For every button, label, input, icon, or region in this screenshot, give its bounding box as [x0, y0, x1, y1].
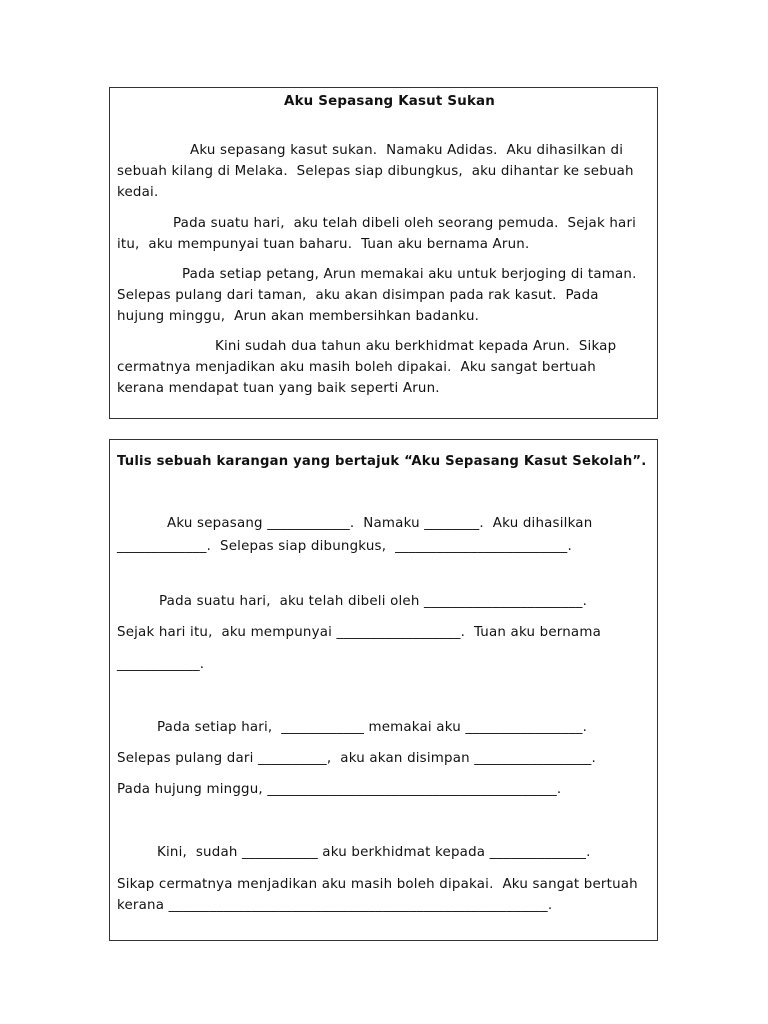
story-p2-line1: Pada suatu hari, aku telah dibeli oleh seorang pemuda. Sejak hari [173, 216, 637, 231]
exercise-line-c2: Selepas pulang dari __________, aku akan disimpan _________________. [117, 751, 596, 766]
story-p1-line1: Aku sepasang kasut sukan. Namaku Adidas. Aku dihasilkan di [190, 143, 624, 158]
exercise-line-a2: _____________. Selepas siap dibungkus, _________________________. [117, 539, 572, 554]
exercise-line-d2: Sikap cermatnya menjadikan aku masih boleh dipakai. Aku sangat bertuah [117, 877, 638, 892]
story-p3-line1: Pada setiap petang, Arun memakai aku untuk berjoging di taman. [182, 267, 637, 282]
story-p2-line2: itu, aku mempunyai tuan baharu. Tuan aku bernama Arun. [117, 237, 530, 252]
story-p4-line3: kerana mendapat tuan yang baik seperti Arun. [117, 381, 440, 396]
exercise-line-b1: Pada suatu hari, aku telah dibeli oleh _______________________. [159, 594, 588, 609]
exercise-line-c3: Pada hujung minggu, __________________________________________. [117, 782, 562, 797]
exercise-line-c1: Pada setiap hari, ____________ memakai aku _________________. [157, 720, 588, 735]
exercise-instruction: Tulis sebuah karangan yang bertajuk “Aku Sepasang Kasut Sekolah”. [117, 454, 647, 469]
story-p3-line2: Selepas pulang dari taman, aku akan disimpan pada rak kasut. Pada [117, 288, 599, 303]
story-box [109, 87, 658, 419]
exercise-line-a1: Aku sepasang ____________. Namaku ________. Aku dihasilkan [167, 516, 593, 531]
story-p1-line3: kedai. [117, 185, 159, 200]
story-p4-line2: cermatnya menjadikan aku masih boleh dipakai. Aku sangat bertuah [117, 360, 596, 375]
exercise-line-d1: Kini, sudah ___________ aku berkhidmat kepada ______________. [157, 845, 591, 860]
exercise-line-b2: Sejak hari itu, aku mempunyai __________________. Tuan aku bernama [117, 625, 601, 640]
exercise-line-b3: ____________. [117, 657, 205, 672]
exercise-line-d3: kerana _______________________________________________________. [117, 898, 553, 913]
story-p1-line2: sebuah kilang di Melaka. Selepas siap dibungkus, aku dihantar ke sebuah [117, 164, 634, 179]
exercise-box [109, 439, 658, 941]
story-title: Aku Sepasang Kasut Sukan [284, 94, 496, 109]
story-p3-line3: hujung minggu, Arun akan membersihkan badanku. [117, 309, 480, 324]
story-p4-line1: Kini sudah dua tahun aku berkhidmat kepada Arun. Sikap [215, 339, 617, 354]
